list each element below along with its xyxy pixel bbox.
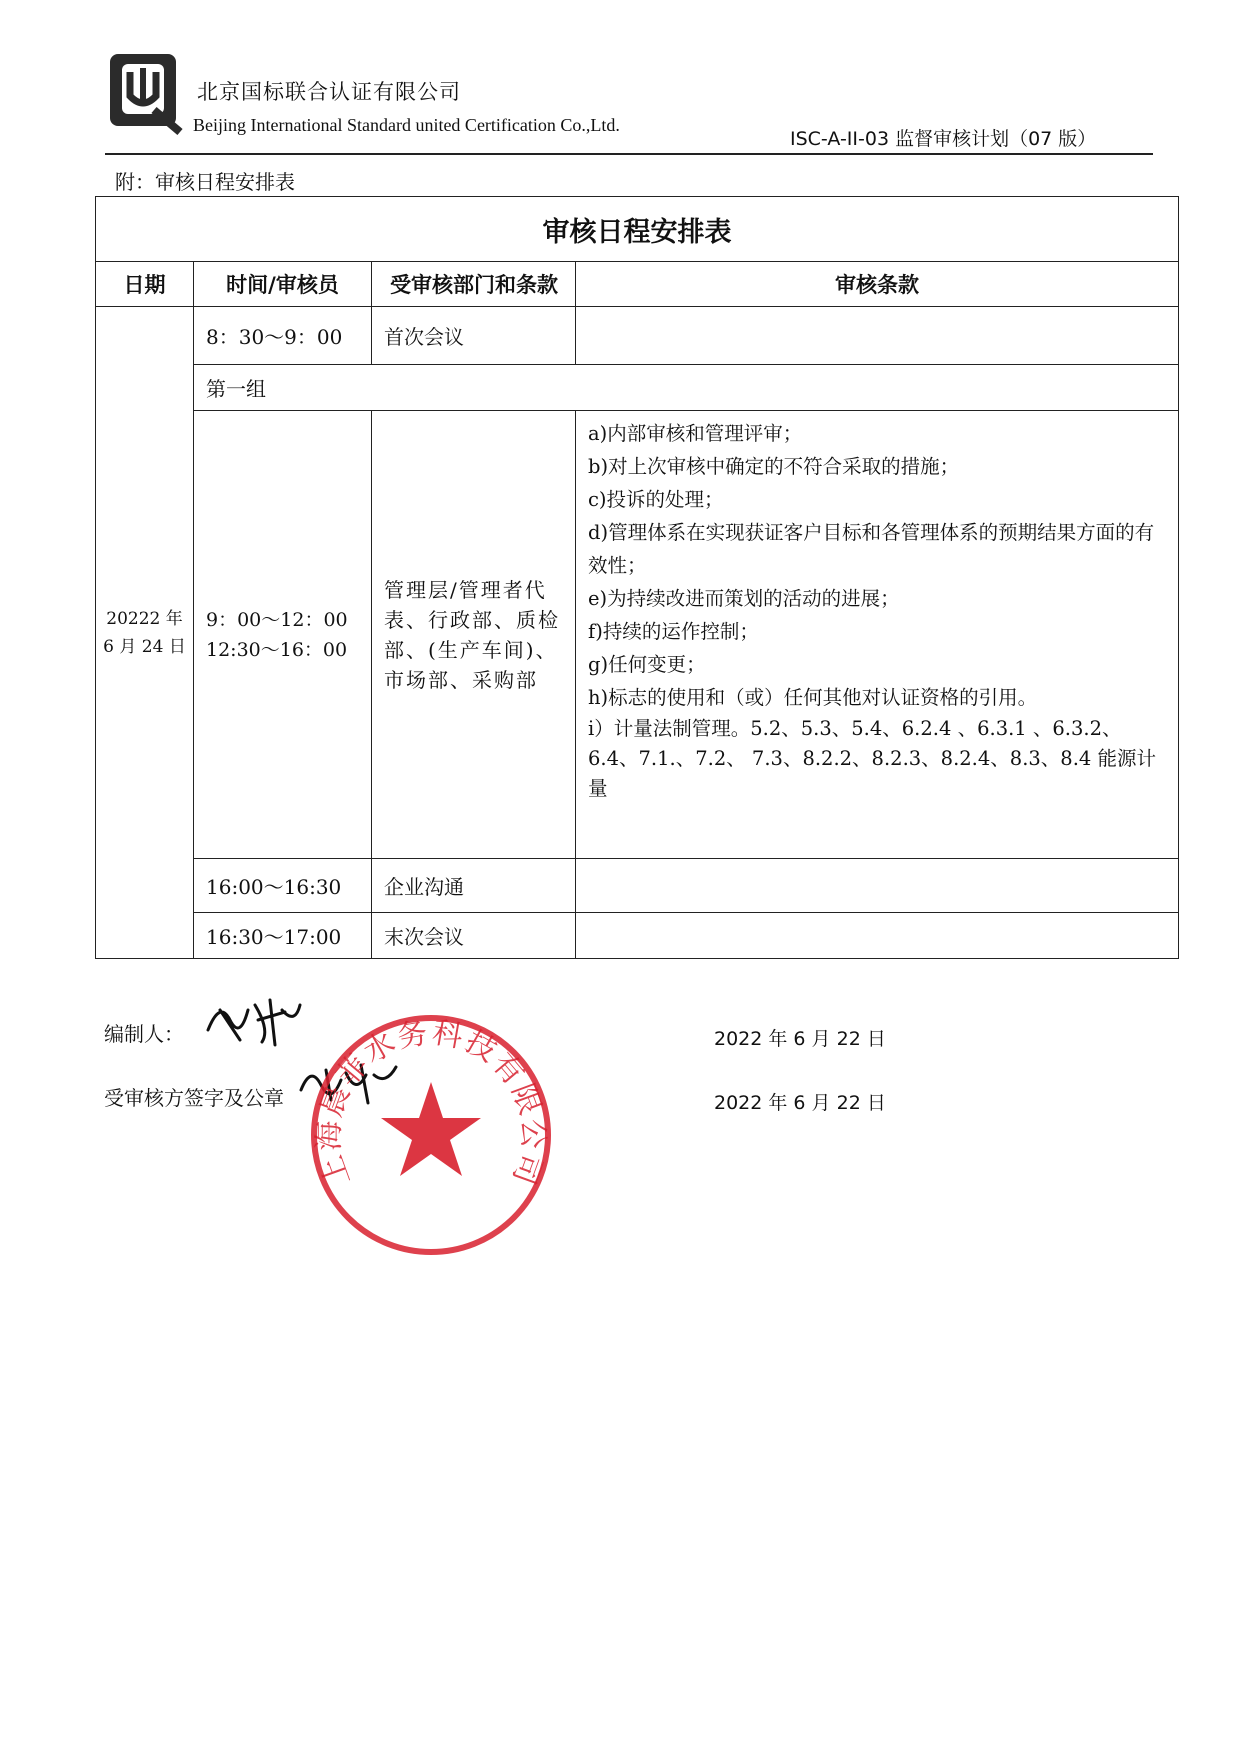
- audit-item: g)任何变更；: [588, 653, 706, 676]
- document-code: ISC-A-II-03 监督审核计划（07 版）: [790, 128, 1097, 150]
- audit-item: d)管理体系在实现获证客户目标和各管理体系的预期结果方面的有效性；: [588, 521, 1155, 577]
- table-row: [96, 859, 1179, 913]
- date-line: 20222 年: [106, 608, 183, 629]
- audit-item: e)为持续改进而策划的活动的进展；: [588, 587, 900, 610]
- audit-item: i）计量法制管理。5.2、5.3、5.4、6.2.4 、6.3.1 、6.3.2、6.4、7.1.、7.2、 7.3、8.2.2、8.2.3、8.2.4、8.3、8.4 能源计量: [588, 717, 1157, 800]
- time-cell: 16:30～17:00: [194, 913, 372, 959]
- compiler-date: 2022 年 6 月 22 日: [714, 1028, 886, 1050]
- svg-text:上海晨菲水务科技有限公司: 上海晨菲水务科技有限公司: [311, 1015, 551, 1191]
- audit-item: f)持续的运作控制；: [588, 620, 759, 643]
- time-line: 12:30～16：00: [206, 638, 348, 661]
- time-cell: 16:00～16:30: [194, 859, 372, 913]
- time-cell: 8：30～9：00: [194, 307, 372, 365]
- attachment-title: 附：审核日程安排表: [115, 170, 295, 194]
- table-row: [96, 913, 1179, 959]
- seal-star-icon: [381, 1082, 481, 1176]
- table-row: [96, 365, 1179, 411]
- company-name-cn: 北京国标联合认证有限公司: [197, 80, 461, 104]
- header-time: 时间/审核员: [194, 262, 372, 307]
- date-cell: [96, 307, 194, 959]
- dept-cell: 末次会议: [372, 913, 576, 959]
- auditee-date: 2022 年 6 月 22 日: [714, 1092, 886, 1114]
- header-rule: [105, 153, 1153, 155]
- table-title: 审核日程安排表: [96, 197, 1179, 262]
- clauses-cell: [576, 913, 1179, 959]
- audit-item: a)内部审核和管理评审；: [588, 422, 803, 445]
- company-name-en: Beijing International Standard united Certification Co.,Ltd.: [193, 115, 620, 135]
- dept-cell: 首次会议: [372, 307, 576, 365]
- audit-item: c)投诉的处理；: [588, 488, 724, 511]
- clauses-cell: [576, 859, 1179, 913]
- compiler-signature: [200, 990, 310, 1050]
- table-row: [96, 411, 1179, 859]
- header-clauses: 审核条款: [576, 262, 1179, 307]
- time-line: 9：00～12：00: [206, 608, 348, 631]
- header-dept: 受审核部门和条款: [372, 262, 576, 307]
- schedule-table: [95, 196, 1179, 959]
- company-seal: [306, 1010, 556, 1260]
- dept-cell: 企业沟通: [372, 859, 576, 913]
- clauses-cell: [576, 307, 1179, 365]
- audit-items-cell: [576, 411, 1179, 859]
- compiler-label: 编制人：: [104, 1022, 184, 1046]
- header-date: 日期: [96, 262, 194, 307]
- dept-cell: 管理层/管理者代表、行政部、质检部、(生产车间)、市场部、采购部: [372, 411, 576, 859]
- company-logo: [108, 50, 188, 136]
- table-row: [96, 307, 1179, 365]
- audit-item: b)对上次审核中确定的不符合采取的措施；: [588, 455, 960, 478]
- date-line: 6 月 24 日: [103, 636, 186, 657]
- time-cell: [194, 411, 372, 859]
- auditee-label: 受审核方签字及公章: [104, 1086, 284, 1110]
- audit-item: h)标志的使用和（或）任何其他对认证资格的引用。: [588, 686, 1038, 709]
- group-cell: 第一组: [194, 365, 1179, 411]
